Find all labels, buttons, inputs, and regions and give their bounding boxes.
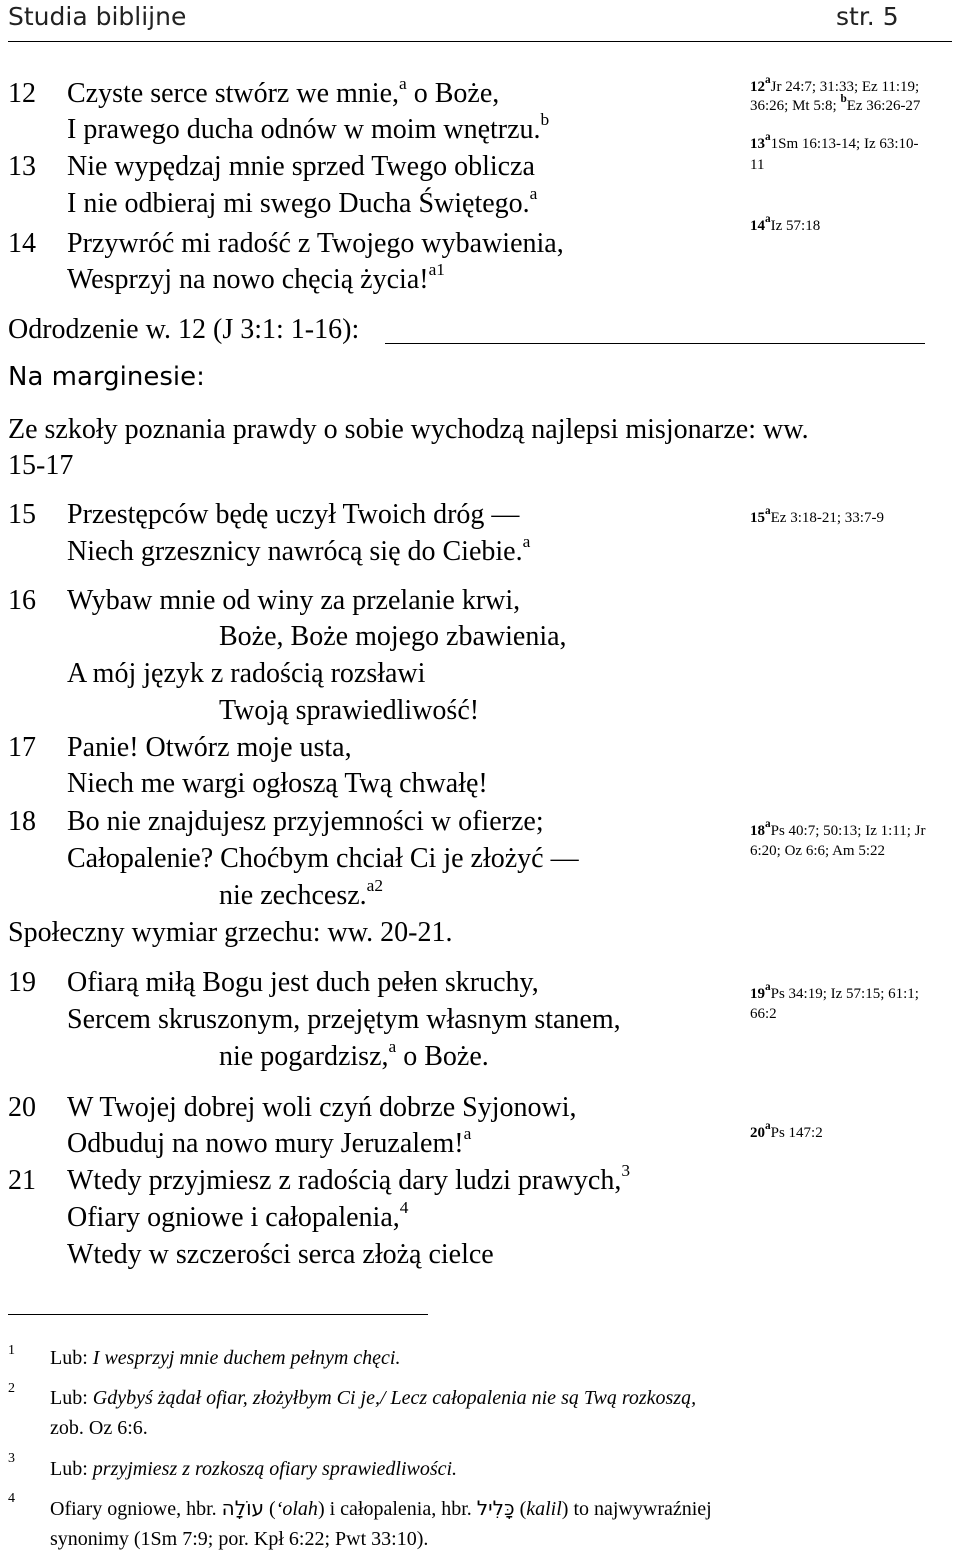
footnote-number: 1 <box>8 1343 15 1358</box>
verse-line: Czyste serce stwórz we mnie,$^a$ o Boże, <box>67 74 500 109</box>
verse-line: Wtedy przyjmiesz z radością dary ludzi prawych,$^3$ <box>67 1161 631 1196</box>
verse-line: Niech me wargi ogłoszą Twą chwałę! <box>67 768 488 799</box>
verse-line: Ofiarą miłą Bogu jest duch pełen skruchy, <box>67 967 539 998</box>
footnote: Lub: Gdybyś żądał ofiar, złożyłbym Ci je,/ Lecz całopalenia nie są Twą rozkoszą, <box>50 1387 697 1409</box>
verse-number: 16 <box>8 585 36 616</box>
section-heading: Społeczny wymiar grzechu: ww. 20-21. <box>8 917 453 948</box>
verse-number: 19 <box>8 967 36 998</box>
margin-note: 6:20; Oz 6:6; Am 5:22 <box>750 843 885 859</box>
footnote: Lub: I wesprzyj mnie duchem pełnym chęci. <box>50 1347 401 1369</box>
verse-number: 18 <box>8 806 36 837</box>
verse-line: Wesprzyj na nowo chęcią życia!$^{a1}$ <box>67 260 445 295</box>
verse-line: Panie! Otwórz moje usta, <box>67 732 352 763</box>
verse-line: Ofiary ogniowe i całopalenia,$^4$ <box>67 1198 409 1233</box>
verse-line: nie pogardzisz,$^a$ o Boże. <box>219 1037 489 1072</box>
verse-line: Przywróć mi radość z Twojego wybawienia, <box>67 228 564 259</box>
verse-line: W Twojej dobrej woli czyń dobrze Syjonowi, <box>67 1092 577 1123</box>
footnote-number: 3 <box>8 1451 15 1466</box>
footnote: Ofiary ogniowe, hbr. עוֹלָה (‘olah) i całopalenia, hbr. כָּלִיל (kalil) to najwywraźniej <box>50 1496 712 1520</box>
margin-note: 19$^a$Ps 34:19; Iz 57:15; 61:1; <box>750 981 919 1002</box>
header-title: Studia biblijne <box>8 2 187 31</box>
section-heading: Na marginesie: <box>8 362 205 392</box>
footnote: zob. Oz 6:6. <box>50 1417 148 1439</box>
verse-number: 15 <box>8 499 36 530</box>
margin-note: 18$^a$Ps 40:7; 50:13; Iz 1:11; Jr <box>750 818 926 839</box>
margin-note: 14$^a$Iz 57:18 <box>750 213 821 234</box>
footnote-number: 4 <box>8 1491 15 1506</box>
margin-note: 20$^a$Ps 147:2 <box>750 1120 823 1141</box>
footnote-number: 2 <box>8 1381 15 1396</box>
section-heading: Odrodzenie w. 12 (J 3:1: 1-16): <box>8 314 360 345</box>
header-rule <box>8 41 952 42</box>
margin-note: 15$^a$Ez 3:18-21; 33:7-9 <box>750 505 884 526</box>
verse-number: 14 <box>8 228 36 259</box>
verse-line: Boże, Boże mojego zbawienia, <box>219 621 567 652</box>
footnote: synonimy (1Sm 7:9; por. Kpł 6:22; Pwt 33:10). <box>50 1528 429 1550</box>
footnote-rule <box>8 1314 428 1315</box>
verse-line: A mój język z radością rozsławi <box>67 658 426 689</box>
verse-line: Przestępców będę uczył Twoich dróg — <box>67 499 520 530</box>
verse-line: Sercem skruszonym, przejętym własnym stanem, <box>67 1004 621 1035</box>
footnote: Lub: przyjmiesz z rozkoszą ofiary sprawiedliwości. <box>50 1458 458 1480</box>
verse-line: Wtedy w szczerości serca złożą cielce <box>67 1239 494 1270</box>
verse-line: Bo nie znajdujesz przyjemności w ofierze; <box>67 806 544 837</box>
verse-number: 17 <box>8 732 36 763</box>
verse-number: 20 <box>8 1092 36 1123</box>
margin-note: 12$^a$Jr 24:7; 31:33; Ez 11:19; <box>750 74 920 95</box>
verse-number: 21 <box>8 1165 36 1196</box>
verse-line: Całopalenie? Choćbym chciał Ci je złożyć — <box>67 843 579 874</box>
verse-line: Niech grzesznicy nawrócą się do Ciebie.$^a$ <box>67 532 531 567</box>
margin-note: 36:26; Mt 5:8; $^b$Ez 36:26-27 <box>750 93 921 114</box>
verse-number: 12 <box>8 78 36 109</box>
page-number: str. 5 <box>836 2 899 31</box>
verse-line: Nie wypędzaj mnie sprzed Twego oblicza <box>67 151 535 182</box>
verse-line: nie zechcesz.$^{a2}$ <box>219 876 384 911</box>
verse-line: Wybaw mnie od winy za przelanie krwi, <box>67 585 521 616</box>
fill-in-line <box>385 343 925 344</box>
margin-note: 66:2 <box>750 1006 777 1022</box>
verse-number: 13 <box>8 151 36 182</box>
verse-line: I nie odbieraj mi swego Ducha Świętego.$^a$ <box>67 184 538 219</box>
verse-line: I prawego ducha odnów w moim wnętrzu.$^b$ <box>67 110 550 145</box>
paragraph-line: Ze szkoły poznania prawdy o sobie wychodzą najlepsi misjonarze: ww. <box>8 414 809 445</box>
verse-line: Odbuduj na nowo mury Jeruzalem!$^a$ <box>67 1124 472 1159</box>
margin-note: 11 <box>750 157 765 173</box>
paragraph-line: 15-17 <box>8 450 74 481</box>
margin-note: 13$^a$1Sm 16:13-14; Iz 63:10- <box>750 131 919 152</box>
verse-line: Twoją sprawiedliwość! <box>219 695 480 726</box>
